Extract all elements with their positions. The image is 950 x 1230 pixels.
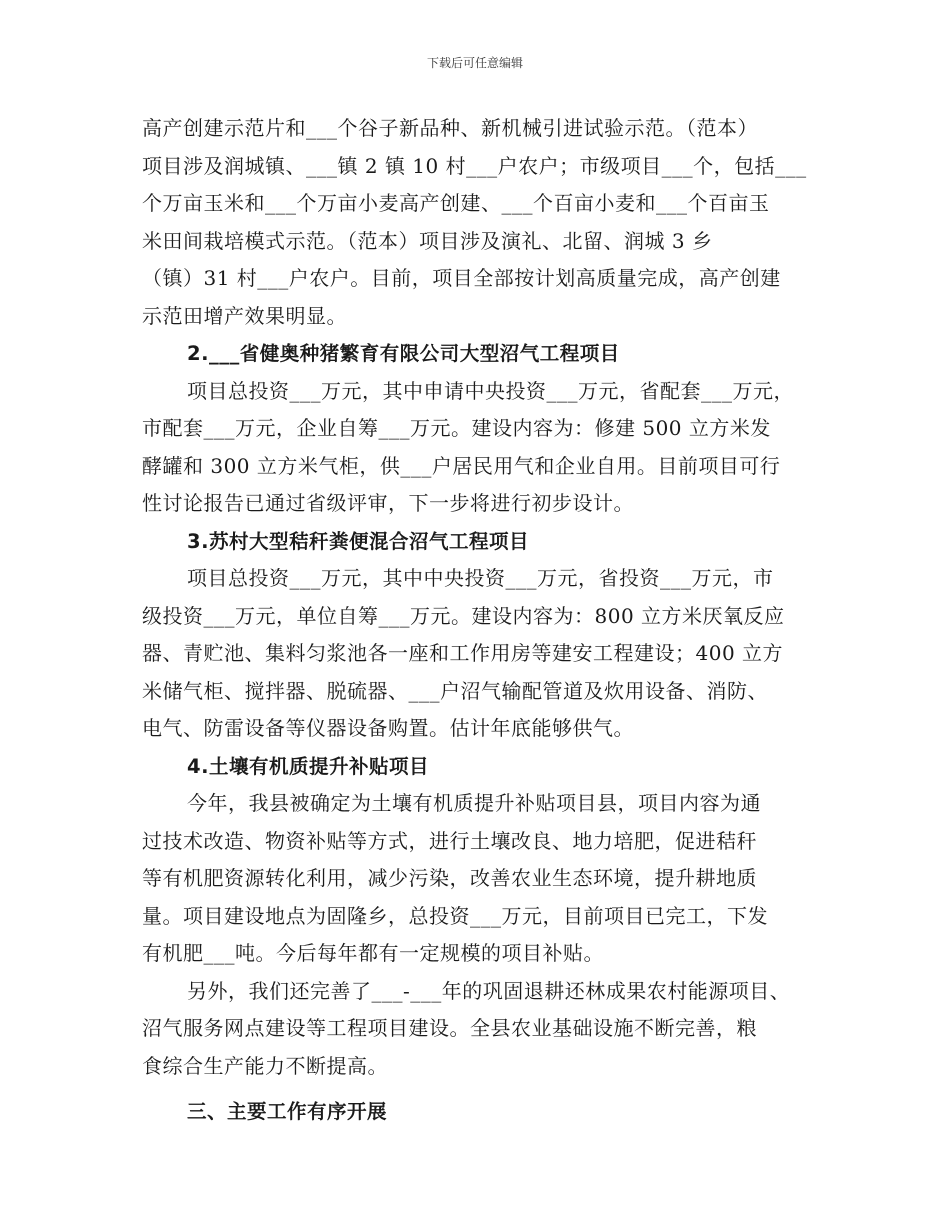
- body-line: 项目总投资___万元，其中申请中央投资___万元，省配套___万元，: [187, 378, 794, 403]
- section-heading-2: 2.___省健奥种猪繁育有限公司大型沼气工程项目: [187, 342, 620, 365]
- body-line: 项目总投资___万元，其中中央投资___万元，省投资___万元，市: [187, 566, 774, 590]
- body-line: 电气、防雷设备等仪器设备购置。估计年底能够供气。: [142, 716, 634, 740]
- section-heading-3: 3.苏村大型秸秆粪便混合沼气工程项目: [187, 529, 529, 553]
- body-line: 级投资___万元，单位自筹___万元。建设内容为：800 立方米厌氧反应: [142, 603, 785, 628]
- body-line: 今年，我县被确定为土壤有机质提升补贴项目县，项目内容为通: [187, 791, 761, 815]
- body-line: 市配套___万元，企业自筹___万元。建设内容为：修建 500 立方米发: [142, 416, 771, 440]
- body-line: 高产创建示范片和___个谷子新品种、新机械引进试验示范。（范本）: [142, 116, 758, 140]
- section-heading-4: 4.土壤有机质提升补贴项目: [187, 754, 429, 778]
- body-line: 过技术改造、物资补贴等方式，进行土壤改良、地力培肥，促进秸秆: [142, 828, 757, 853]
- body-line: 米储气柜、搅拌器、脱硫器、___户沼气输配管道及炊用设备、消防、: [142, 678, 768, 703]
- body-line: 示范田增产效果明显。: [142, 303, 347, 328]
- chapter-heading-3: 三、主要工作有序开展: [187, 1100, 388, 1123]
- page-header: 下载后可任意编辑: [426, 56, 523, 70]
- body-line: 另外，我们还完善了___-___年的巩固退耕还林成果农村能源项目、: [187, 978, 791, 1003]
- body-line: 食综合生产能力不断提高。: [142, 1053, 388, 1078]
- body-line: 量。项目建设地点为固隆乡，总投资___万元，目前项目已完工，下发: [142, 903, 768, 928]
- body-line: 酵罐和 300 立方米气柜，供___户居民用气和企业自用。目前项目可行: [142, 453, 781, 478]
- body-line: 米田间栽培模式示范。（范本）项目涉及演礼、北留、润城 3 乡: [142, 228, 713, 253]
- body-line: 个万亩玉米和___个万亩小麦高产创建、___个百亩小麦和___个百亩玉: [142, 191, 770, 215]
- body-line: 器、青贮池、集料匀浆池各一座和工作用房等建安工程建设；400 立方: [142, 641, 784, 665]
- body-line: 有机肥___吨。今后每年都有一定规模的项目补贴。: [142, 941, 604, 965]
- body-line: （镇）31 村___户农户。目前，项目全部按计划高质量完成，高产创建: [142, 266, 781, 290]
- body-line: 等有机肥资源转化利用，减少污染，改善农业生态环境，提升耕地质: [142, 866, 757, 890]
- body-line: 性讨论报告已通过省级评审，下一步将进行初步设计。: [142, 491, 634, 515]
- document-body: [142, 110, 818, 1131]
- body-line: 沼气服务网点建设等工程项目建设。全县农业基础设施不断完善，粮: [142, 1016, 757, 1040]
- body-line: 项目涉及润城镇、___镇 2 镇 10 村___户农户；市级项目___个，包括___: [142, 153, 807, 178]
